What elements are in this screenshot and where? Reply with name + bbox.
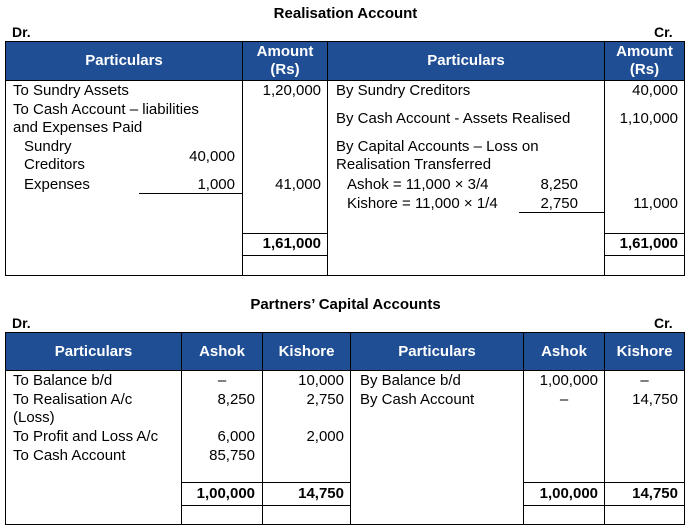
realisation-left-expenses-amount: 41,000 bbox=[275, 176, 321, 193]
realisation-dr-label: Dr. bbox=[12, 24, 31, 40]
realisation-left-sundry-line1: Sundry bbox=[24, 138, 72, 155]
capital-left-row-ashok: 6,000 bbox=[217, 428, 255, 445]
capital-header-ashok-right: Ashok bbox=[524, 333, 604, 371]
realisation-left-sundry-line2: Creditors bbox=[24, 156, 85, 173]
capital-right-total-kishore: 14,750 bbox=[632, 485, 678, 502]
realisation-right-row3-line1: By Capital Accounts – Loss on bbox=[336, 138, 539, 155]
realisation-header-particulars-right: Particulars bbox=[328, 42, 604, 81]
capital-header-particulars-left: Particulars bbox=[6, 333, 181, 371]
capital-left-row-ashok: 85,750 bbox=[209, 447, 255, 464]
realisation-right-ashok-value: 8,250 bbox=[540, 176, 578, 193]
capital-header-ashok-left: Ashok bbox=[182, 333, 262, 371]
capital-left-row-kishore: 2,750 bbox=[306, 391, 344, 408]
capital-title: Partners’ Capital Accounts bbox=[250, 296, 441, 313]
capital-divider bbox=[350, 333, 351, 524]
realisation-right-total-rule-bottom bbox=[605, 255, 684, 256]
realisation-right-subtotal-rule bbox=[519, 212, 604, 213]
realisation-divider bbox=[327, 42, 328, 275]
realisation-header-amount-right: Amount (Rs) bbox=[605, 42, 684, 81]
realisation-left-total-rule-top bbox=[243, 233, 327, 234]
capital-left-total-rule-top bbox=[182, 482, 350, 483]
capital-left-row-ashok: – bbox=[217, 372, 227, 389]
realisation-right-total: 1,61,000 bbox=[619, 235, 678, 252]
capital-right-row-label: By Cash Account bbox=[360, 391, 475, 408]
capital-dr-label: Dr. bbox=[12, 315, 31, 331]
capital-right-row-kishore: – bbox=[640, 372, 649, 389]
realisation-left-expenses-label: Expenses bbox=[24, 176, 90, 193]
capital-left-total-kishore: 14,750 bbox=[298, 485, 344, 502]
realisation-left-subtotal-rule bbox=[139, 193, 242, 194]
realisation-right-ashok-label: Ashok = 11,000 × 3/4 bbox=[347, 176, 489, 193]
realisation-left-total: 1,61,000 bbox=[262, 235, 321, 252]
capital-left-row-label: To Balance b/d bbox=[13, 372, 113, 389]
capital-right-row-kishore: 14,750 bbox=[632, 391, 678, 408]
capital-right-row-ashok: 1,00,000 bbox=[539, 372, 598, 389]
realisation-left-row2-line2: and Expenses Paid bbox=[13, 119, 143, 136]
realisation-title: Realisation Account bbox=[273, 5, 418, 22]
realisation-header-amount-left: Amount (Rs) bbox=[243, 42, 327, 81]
realisation-header-particulars-left: Particulars bbox=[6, 42, 242, 81]
capital-left-row-label-continued: (Loss) bbox=[13, 409, 55, 426]
capital-left-total-ashok: 1,00,000 bbox=[196, 485, 255, 502]
capital-left-row-label: To Cash Account bbox=[13, 447, 126, 464]
realisation-right-row1-amount: 40,000 bbox=[632, 82, 678, 99]
capital-right-total-rule-bottom bbox=[524, 505, 684, 506]
realisation-left-sundry-value: 40,000 bbox=[189, 148, 235, 165]
capital-left-row-kishore: 2,000 bbox=[306, 428, 344, 445]
capital-header-particulars-right: Particulars bbox=[351, 333, 523, 371]
realisation-right-total-rule-top bbox=[605, 233, 684, 234]
capital-left-row-ashok: 8,250 bbox=[217, 391, 255, 408]
capital-left-row-kishore: 10,000 bbox=[298, 372, 344, 389]
capital-left-total-rule-bottom bbox=[182, 505, 350, 506]
realisation-left-row1-amount: 1,20,000 bbox=[262, 82, 321, 99]
realisation-left-total-rule-bottom bbox=[243, 255, 327, 256]
capital-header-kishore-right: Kishore bbox=[605, 333, 684, 371]
realisation-cr-label: Cr. bbox=[654, 24, 673, 40]
realisation-right-row2-label: By Cash Account - Assets Realised bbox=[336, 110, 571, 127]
capital-right-row-ashok: – bbox=[559, 391, 569, 408]
realisation-right-row1-label: By Sundry Creditors bbox=[336, 82, 471, 99]
realisation-left-row2-line1: To Cash Account – liabilities bbox=[13, 101, 199, 118]
capital-right-total-rule-top bbox=[524, 482, 684, 483]
capital-right-row-label: By Balance b/d bbox=[360, 372, 461, 389]
realisation-right-row3-line2: Realisation Transferred bbox=[336, 156, 492, 173]
capital-right-total-ashok: 1,00,000 bbox=[539, 485, 598, 502]
capital-header-kishore-left: Kishore bbox=[263, 333, 350, 371]
realisation-right-kishore-value: 2,750 bbox=[540, 195, 578, 212]
realisation-right-kishore-amount: 11,000 bbox=[633, 195, 678, 212]
realisation-right-row2-amount: 1,10,000 bbox=[619, 110, 678, 127]
realisation-left-row1-label: To Sundry Assets bbox=[13, 82, 129, 99]
capital-left-row-label: To Realisation A/c bbox=[13, 391, 133, 408]
capital-left-row-label: To Profit and Loss A/c bbox=[13, 428, 159, 445]
realisation-right-kishore-label: Kishore = 11,000 × 1/4 bbox=[347, 195, 498, 212]
realisation-left-expenses-value: 1,000 bbox=[197, 176, 235, 193]
capital-cr-label: Cr. bbox=[654, 315, 673, 331]
